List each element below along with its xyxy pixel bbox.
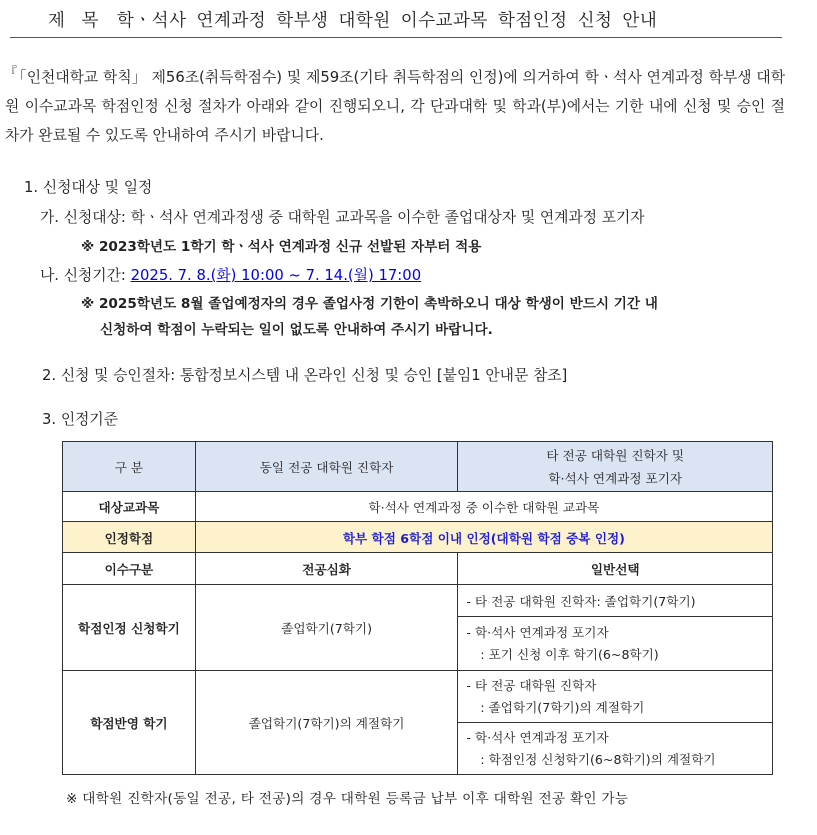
- apply-semester-other-b-line1: - 학·석사 연계과정 포기자: [466, 624, 609, 640]
- reflect-semester-other-b-line1: - 학·석사 연계과정 포기자: [466, 729, 609, 745]
- row-label-reflect-semester: 학점반영 학기: [63, 671, 196, 775]
- row-type-other-major: 일반선택: [458, 553, 773, 585]
- section1-target-note: ※ 2023학년도 1학기 학ㆍ석사 연계과정 신규 선발된 자부터 적용: [81, 239, 482, 255]
- criteria-table: [62, 441, 773, 775]
- row-apply-semester-same-major: 졸업학기(7학기): [195, 585, 458, 671]
- row-apply-semester-other-b: [458, 617, 773, 671]
- section1-period-note-1: ※ 2025학년도 8월 졸업예정자의 경우 졸업사정 기한이 촉박하오니 대상 학생이 반드시 기간 내: [81, 296, 658, 312]
- row-label-credits: 인정학점: [63, 522, 196, 553]
- row-label-subjects: 대상교과목: [63, 492, 196, 522]
- intro-text: 「인천대학교 학칙」 제56조(취득학점수) 및 제59조(기타 취득학점의 인정)에 의거하여 학ㆍ석사 연계과정 학부생 대학원 이수교과목 학점인정 신청 절차가 아래와 같이 진행되오니, 각 단과대학 및 학과(부)에서는 기한 내에 신청 및 승인 절차가 완료될 수 있도록 안내하여 주시기 바랍니다.: [5, 69, 785, 144]
- footnote: ※ 대학원 진학자(동일 전공, 타 전공)의 경우 대학원 등록금 납부 이후 대학원 전공 확인 가능: [66, 791, 629, 807]
- section2-heading: 2. 신청 및 승인절차: 통합정보시스템 내 온라인 신청 및 승인 [붙임1 안내문 참조]: [42, 367, 568, 384]
- header-other-major: [458, 442, 773, 492]
- section1-period: [40, 264, 421, 285]
- table-row: [63, 671, 773, 723]
- apply-semester-other-b-line2: : 포기 신청 이후 학기(6~8학기): [480, 646, 659, 662]
- row-value-subjects: 학·석사 연계과정 중 이수한 대학원 교과목: [195, 492, 772, 522]
- row-value-credits: 학부 학점 6학점 이내 인정(대학원 학점 중복 인정): [195, 522, 772, 553]
- row-reflect-semester-other-a: [458, 671, 773, 723]
- section1-heading: 1. 신청대상 및 일정: [24, 179, 153, 196]
- table-row: [63, 553, 773, 585]
- header-same-major: 동일 전공 대학원 진학자: [195, 442, 458, 492]
- row-reflect-semester-same-major: 졸업학기(7학기)의 계절학기: [195, 671, 458, 775]
- section3-heading: 3. 인정기준: [42, 411, 118, 428]
- row-label-type: 이수구분: [63, 553, 196, 585]
- table-header-row: [63, 442, 773, 492]
- title-text: 학ㆍ석사 연계과정 학부생 대학원 이수교과목 학점인정 신청 안내: [116, 11, 658, 31]
- header-other-major-line1: 타 전공 대학원 진학자 및: [546, 447, 685, 463]
- page-title: [10, 6, 782, 38]
- table-row: [63, 492, 773, 522]
- section1-target: 가. 신청대상: 학ㆍ석사 연계과정생 중 대학원 교과목을 이수한 졸업대상자 및 연계과정 포기자: [40, 209, 645, 226]
- header-category: 구 분: [63, 442, 196, 492]
- section1-period-note-2: 신청하여 학점이 누락되는 일이 없도록 안내하여 주시기 바랍니다.: [100, 322, 493, 338]
- reflect-semester-other-b-line2: : 학점인정 신청학기(6~8학기)의 계절학기: [480, 751, 716, 767]
- intro-mark: 『: [5, 65, 18, 79]
- row-label-apply-semester: 학점인정 신청학기: [63, 585, 196, 671]
- intro-paragraph: [5, 58, 785, 150]
- period-label: 나. 신청기간:: [40, 267, 131, 284]
- row-type-same-major: 전공심화: [195, 553, 458, 585]
- header-other-major-line2: 학·석사 연계과정 포기자: [548, 470, 683, 486]
- table-row: [63, 585, 773, 617]
- row-reflect-semester-other-b: [458, 723, 773, 775]
- table-row: [63, 522, 773, 553]
- title-label: 제 목: [48, 11, 99, 31]
- reflect-semester-other-a-line2: : 졸업학기(7학기)의 계절학기: [480, 699, 645, 715]
- period-value: 2025. 7. 8.(화) 10:00 ~ 7. 14.(월) 17:00: [130, 267, 422, 284]
- reflect-semester-other-a-line1: - 타 전공 대학원 진학자: [466, 677, 597, 693]
- row-apply-semester-other-a: - 타 전공 대학원 진학자: 졸업학기(7학기): [458, 585, 773, 617]
